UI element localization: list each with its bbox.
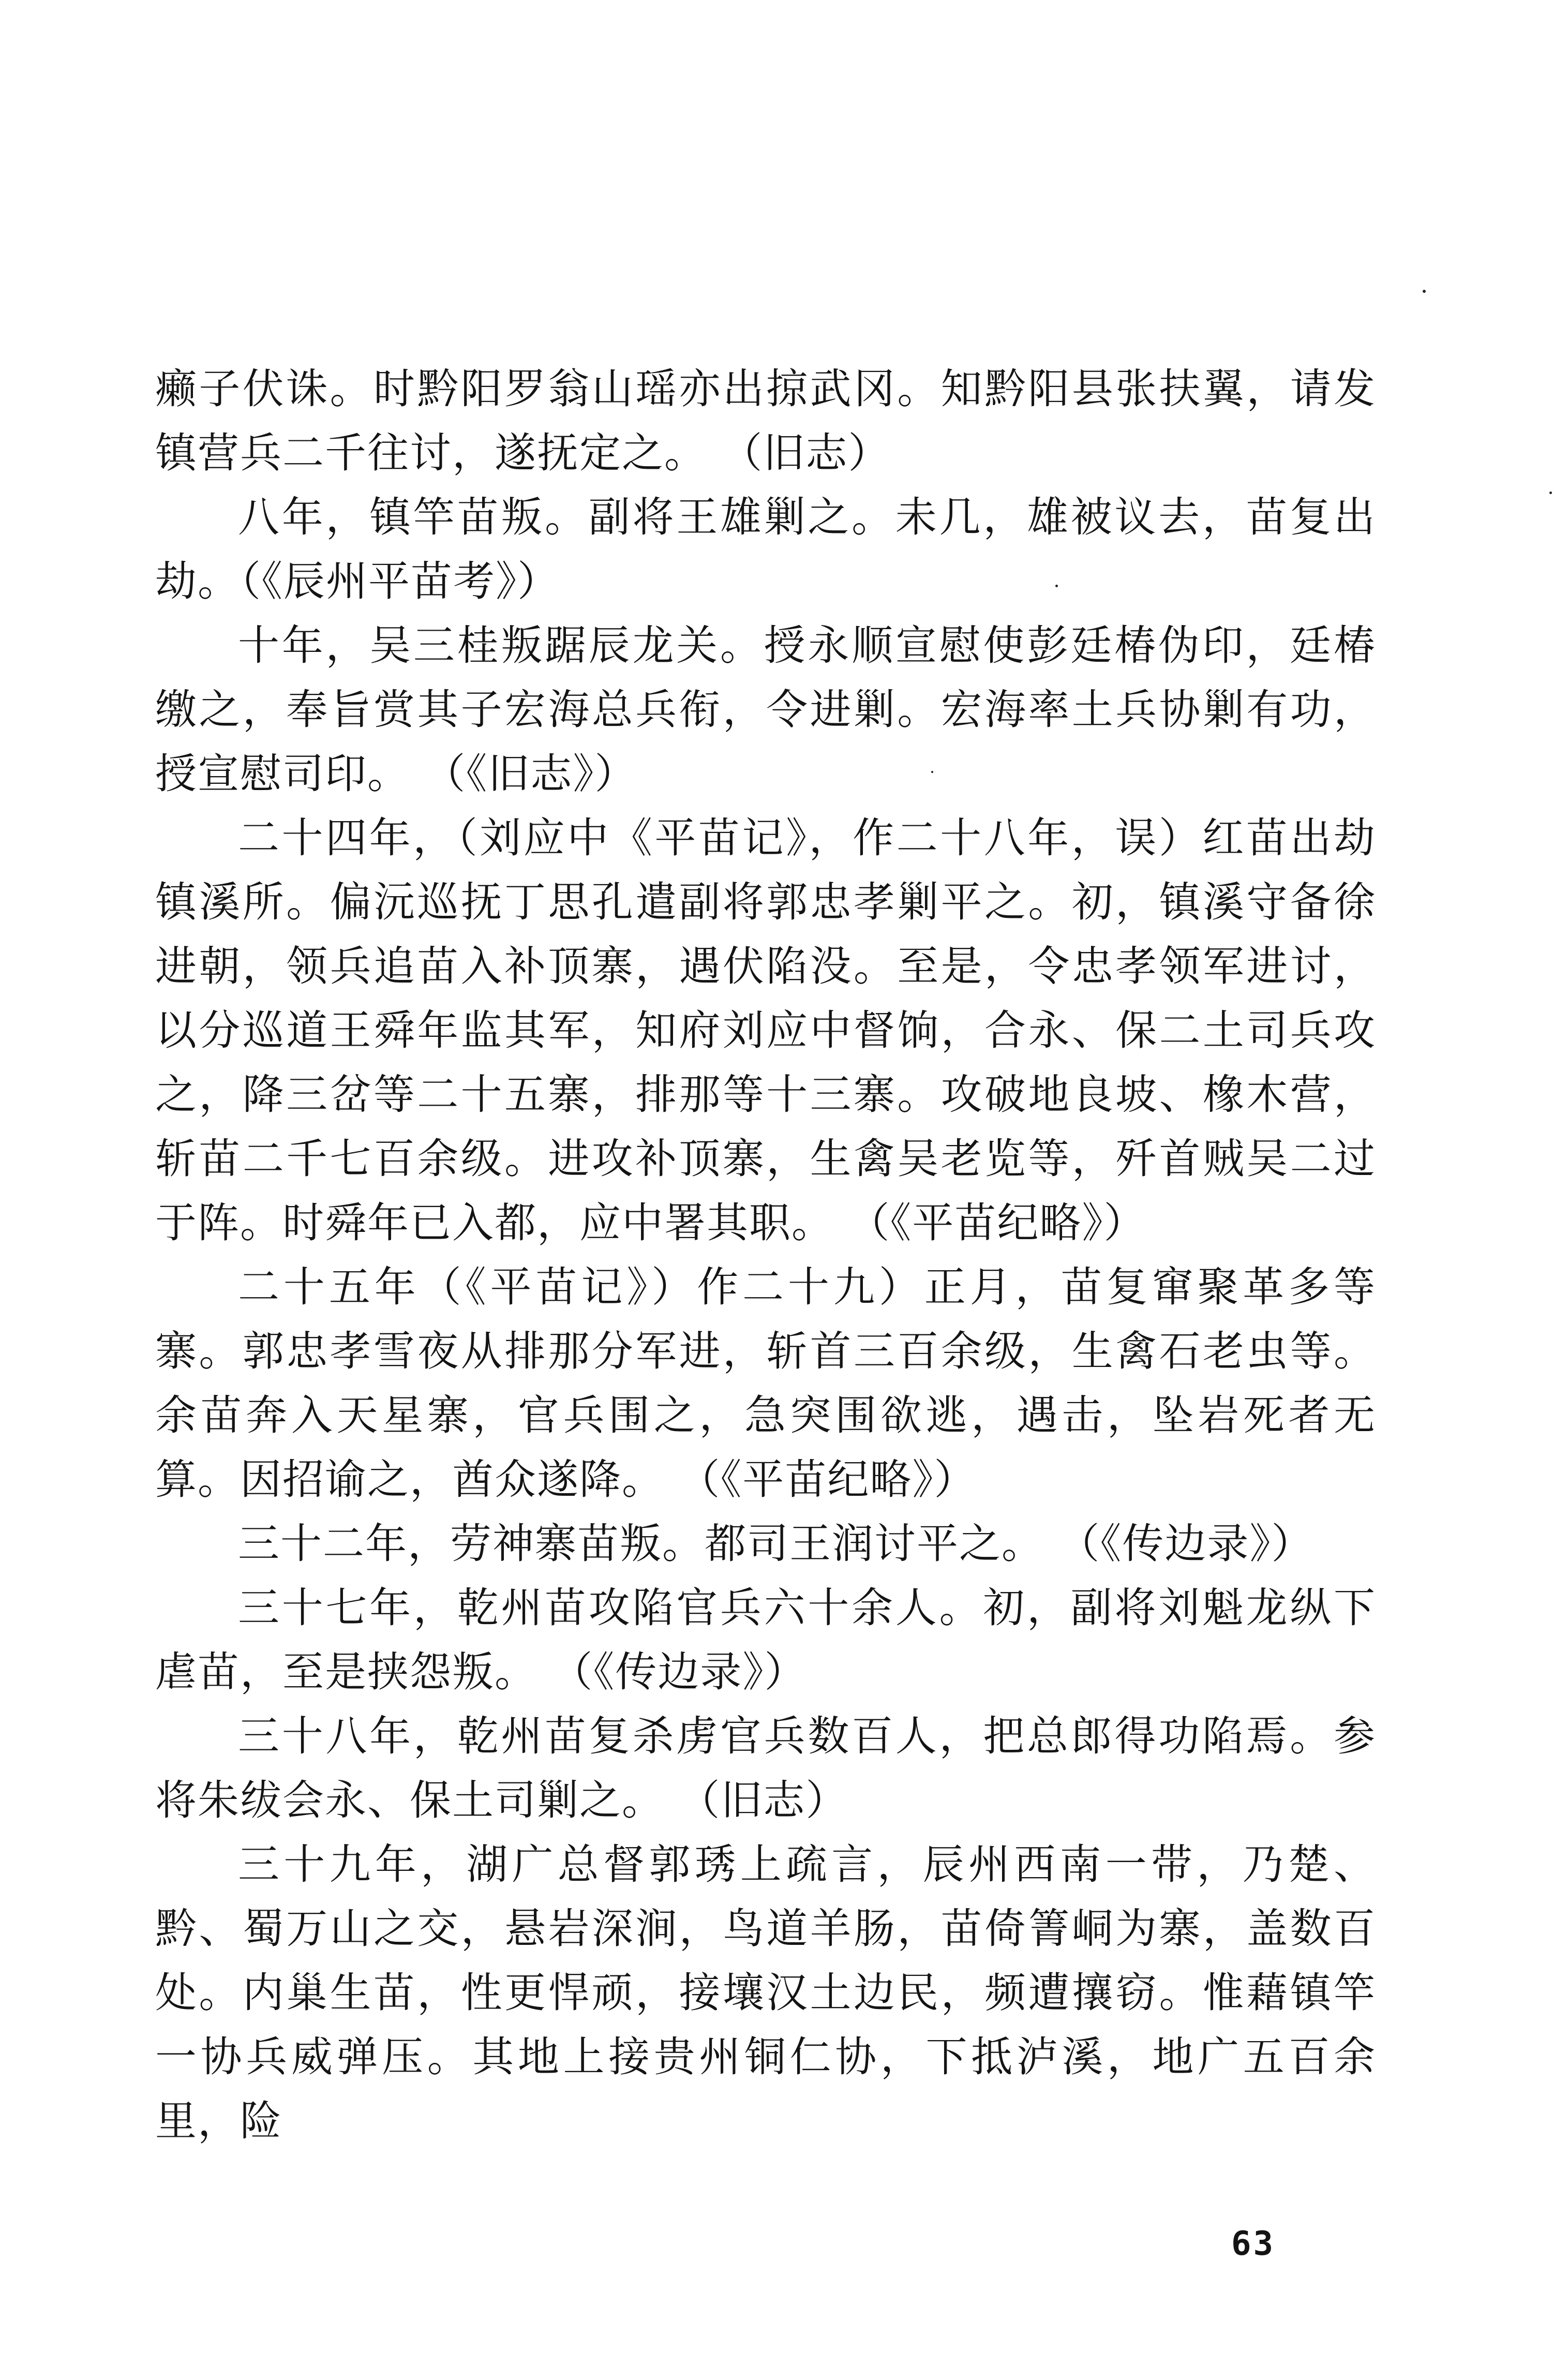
page-number: 63 — [1231, 2225, 1276, 2263]
scan-speck — [1423, 290, 1426, 293]
paragraph-4: 二十四年，（刘应中《平苗记》，作二十八年，误）红苗出劫镇溪所。偏沅巡抚丁思孔遣副将郭忠孝剿平之。初，镇溪守备徐进朝，领兵追苗入补顶寨，遇伏陷没。至是，令忠孝领军进讨，以分巡道王舜年监其军，知府刘应中督饷，合永、保二土司兵攻之，降三岔等二十五寨，排那等十三寨。攻破地良坡、橡木营，斩苗二千七百余级。进攻补顶寨，生禽吴老览等，歼首贼吴二过于阵。时舜年已入都，应中署其职。 （《平苗纪略》） — [155, 814, 1376, 1247]
paragraph-1: 癞子伏诛。时黔阳罗翁山瑶亦出掠武冈。知黔阳县张扶翼，请发镇营兵二千往讨，遂抚定之。 （旧志） — [155, 365, 1376, 477]
body-text — [155, 357, 1376, 2153]
paragraph-5: 二十五年（《平苗记》）作二十九）正月，苗复窜聚革多等寨。郭忠孝雪夜从排那分军进，斩首三百余级，生禽石老虫等。余苗奔入天星寨，官兵围之，急突围欲逃，遇击，坠岩死者无算。因招谕之，酋众遂降。 （《平苗纪略》） — [155, 1263, 1376, 1504]
paragraph-7: 三十七年，乾州苗攻陷官兵六十余人。初，副将刘魁龙纵下虐苗，至是挟怨叛。 （《传边录》） — [155, 1584, 1376, 1696]
paragraph-9: 三十九年，湖广总督郭琇上疏言，辰州西南一带，乃楚、黔、蜀万山之交，悬岩深涧，鸟道羊肠，苗倚箐峒为寨，盖数百处。内巢生苗，性更悍顽，接壤汉土边民，频遭攘窃。惟藉镇竿一协兵威弹压。其地上接贵州铜仁协，下抵泸溪，地广五百余里，险 — [155, 1840, 1376, 2145]
paragraph-2: 八年，镇竿苗叛。副将王雄剿之。未几，雄被议去，苗复出劫。（《辰州平苗考》） — [155, 493, 1376, 605]
scan-speck — [1549, 492, 1552, 494]
scan-speck — [1055, 585, 1058, 587]
paragraph-6: 三十二年，劳神寨苗叛。都司王润讨平之。 （《传边录》） — [238, 1520, 1314, 1568]
paragraph-8: 三十八年，乾州苗复杀虏官兵数百人，把总郎得功陷焉。参将朱绂会永、保土司剿之。 （旧志） — [155, 1712, 1376, 1824]
scan-speck — [931, 771, 933, 773]
paragraph-3: 十年，吴三桂叛踞辰龙关。授永顺宣慰使彭廷椿伪印，廷椿缴之，奉旨赏其子宏海总兵衔，令进剿。宏海率土兵协剿有功，授宣慰司印。 （《旧志》） — [155, 621, 1376, 798]
